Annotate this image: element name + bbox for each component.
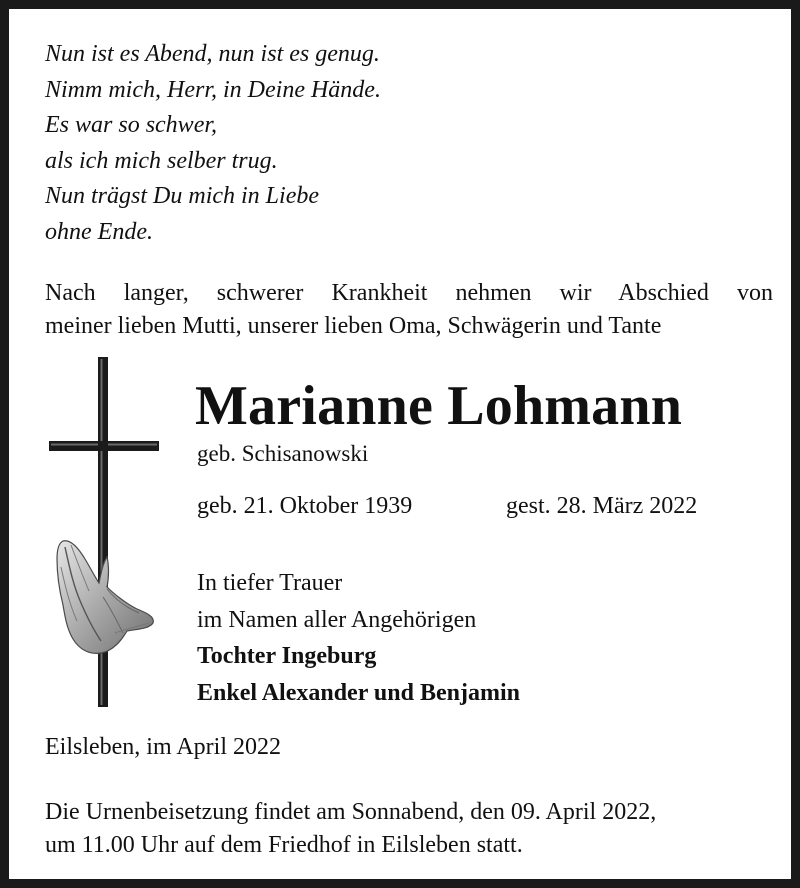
mourner-grandchildren: Enkel Alexander und Benjamin	[197, 679, 520, 706]
poem-line: Nun ist es Abend, nun ist es genug.	[45, 41, 380, 67]
burial-notice	[45, 796, 656, 862]
praying-hands-icon	[55, 537, 159, 655]
mourner-daughter: Tochter Ingeburg	[197, 643, 377, 669]
intro-line: meiner lieben Mutti, unserer lieben Oma, Schwägerin und Tante	[45, 313, 662, 339]
burial-line: Die Urnenbeisetzung findet am Sonnabend, den 09. April 2022,	[45, 799, 657, 825]
poem-line: als ich mich selber trug.	[45, 147, 278, 174]
mourners-line: im Namen aller Angehörigen	[197, 606, 477, 633]
burial-line: um 11.00 Uhr auf dem Friedhof in Eilsleben statt.	[45, 832, 523, 858]
intro-text	[45, 277, 773, 343]
poem-line: Nimm mich, Herr, in Deine Hände.	[45, 76, 381, 103]
intro-line: Nach langer, schwerer Krankheit nehmen wir Abschied von	[45, 280, 773, 306]
birth-date: geb. 21. Oktober 1939	[197, 493, 413, 519]
poem-line: Nun trägst Du mich in Liebe	[45, 183, 319, 209]
poem-line: ohne Ende.	[45, 218, 153, 245]
deceased-name: Marianne Lohmann	[195, 375, 683, 437]
poem-line: Es war so schwer,	[45, 112, 218, 138]
mourners-line: In tiefer Trauer	[197, 570, 343, 596]
death-date: gest. 28. März 2022	[506, 493, 698, 519]
place-date: Eilsleben, im April 2022	[45, 734, 281, 760]
maiden-name: geb. Schisanowski	[197, 441, 369, 466]
poem	[45, 37, 381, 250]
mourners-block	[197, 565, 520, 711]
